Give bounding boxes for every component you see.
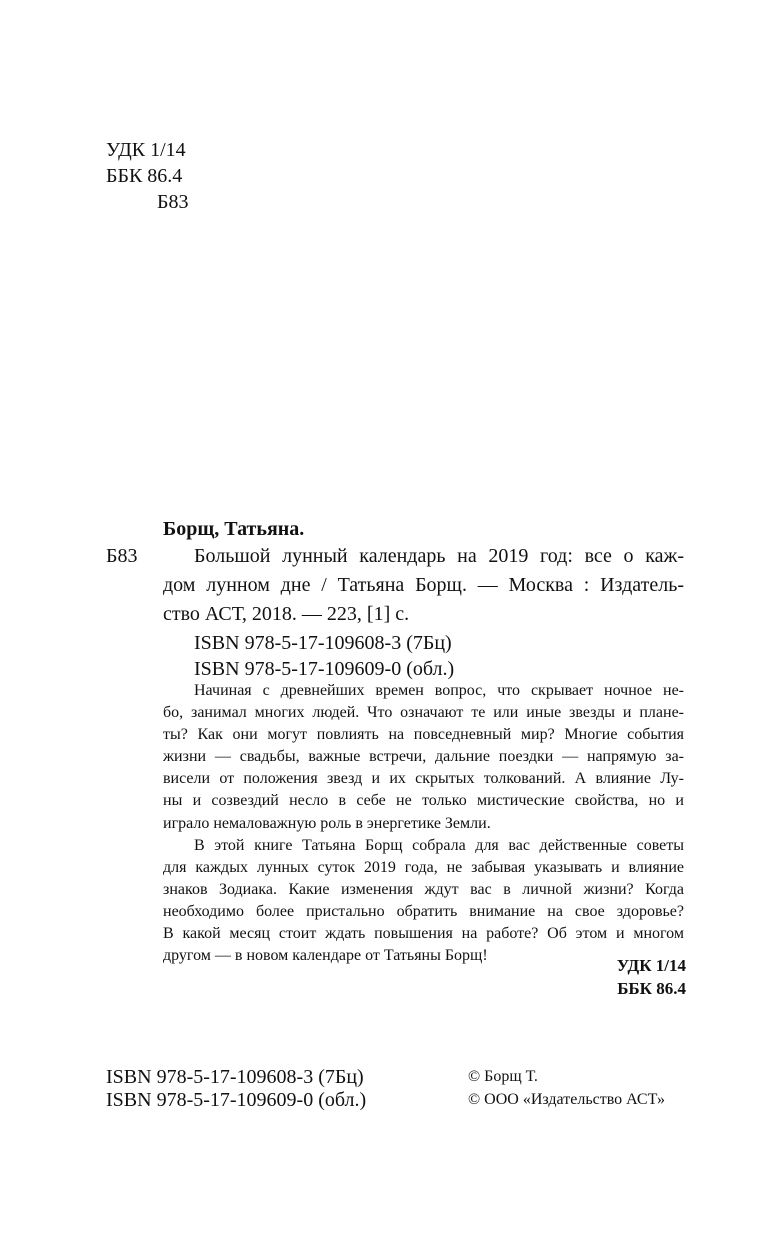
annotation-line: В какой месяц стоит ждать повышения на работе? Об этом и многом: [163, 925, 684, 943]
udk-code-top: УДК 1/14: [106, 139, 186, 161]
isbn-record-2: ISBN 978-5-17-109609-0 (обл.): [194, 658, 455, 680]
annotation-line: необходимо более пристально обратить внимание на свое здоровье?: [163, 903, 684, 921]
bbk-code-bold: ББК 86.4: [617, 979, 686, 998]
annotation-line: В этой книге Татьяна Борщ собрала для вас действенные советы: [194, 837, 684, 854]
annotation-paragraph-1: [163, 680, 684, 835]
bbk-code-top: ББК 86.4: [106, 165, 183, 187]
udk-code-bold: УДК 1/14: [616, 956, 686, 975]
annotation-line: ты? Как они могут повлиять на повседневный мир? Многие события: [163, 726, 684, 744]
annotation-line: другом — в новом календаре от Татьяны Борщ!: [163, 947, 488, 965]
copyright-publisher: © ООО «Издательство АСТ»: [468, 1091, 665, 1108]
isbn-footer-2: ISBN 978-5-17-109609-0 (обл.): [106, 1089, 367, 1111]
annotation-line: жизни — свадьбы, важные встречи, дальние поездки — напрямую за-: [163, 748, 684, 766]
annotation-line: ны и созвездий несло в себе не только мистические свойства, но и: [163, 792, 684, 810]
author-sign: Б83: [106, 545, 138, 567]
copyright-author: © Борщ Т.: [468, 1068, 538, 1085]
title-line-3: ство АСТ, 2018. — 223, [1] с.: [163, 603, 410, 625]
title-line-2: дом лунном дне / Татьяна Борщ. — Москва : Издатель-: [163, 574, 684, 596]
isbn-footer-1: ISBN 978-5-17-109608-3 (7Бц): [106, 1066, 364, 1088]
title-line-1: Большой лунный календарь на 2019 год: все о каж-: [194, 545, 684, 567]
annotation-line: знаков Зодиака. Какие изменения ждут вас в личной жизни? Когда: [163, 881, 684, 899]
annotation-line: для каждых лунных суток 2019 года, не забывая указывать и влияние: [163, 859, 684, 877]
isbn-record-1: ISBN 978-5-17-109608-3 (7Бц): [194, 632, 452, 654]
annotation-line: висели от положения звезд и их скрытых толкований. А влияние Лу-: [163, 770, 684, 788]
annotation-line: Начиная с древнейших времен вопрос, что скрывает ночное не-: [194, 682, 684, 699]
author-heading: Борщ, Татьяна.: [163, 518, 305, 540]
author-sign-top: Б83: [157, 191, 189, 213]
annotation-line: играло немаловажную роль в энергетике Земли.: [163, 814, 491, 832]
annotation-line: бо, занимал многих людей. Что означают те или иные звезды и плане-: [163, 704, 684, 722]
annotation-paragraph-2: [163, 835, 684, 968]
